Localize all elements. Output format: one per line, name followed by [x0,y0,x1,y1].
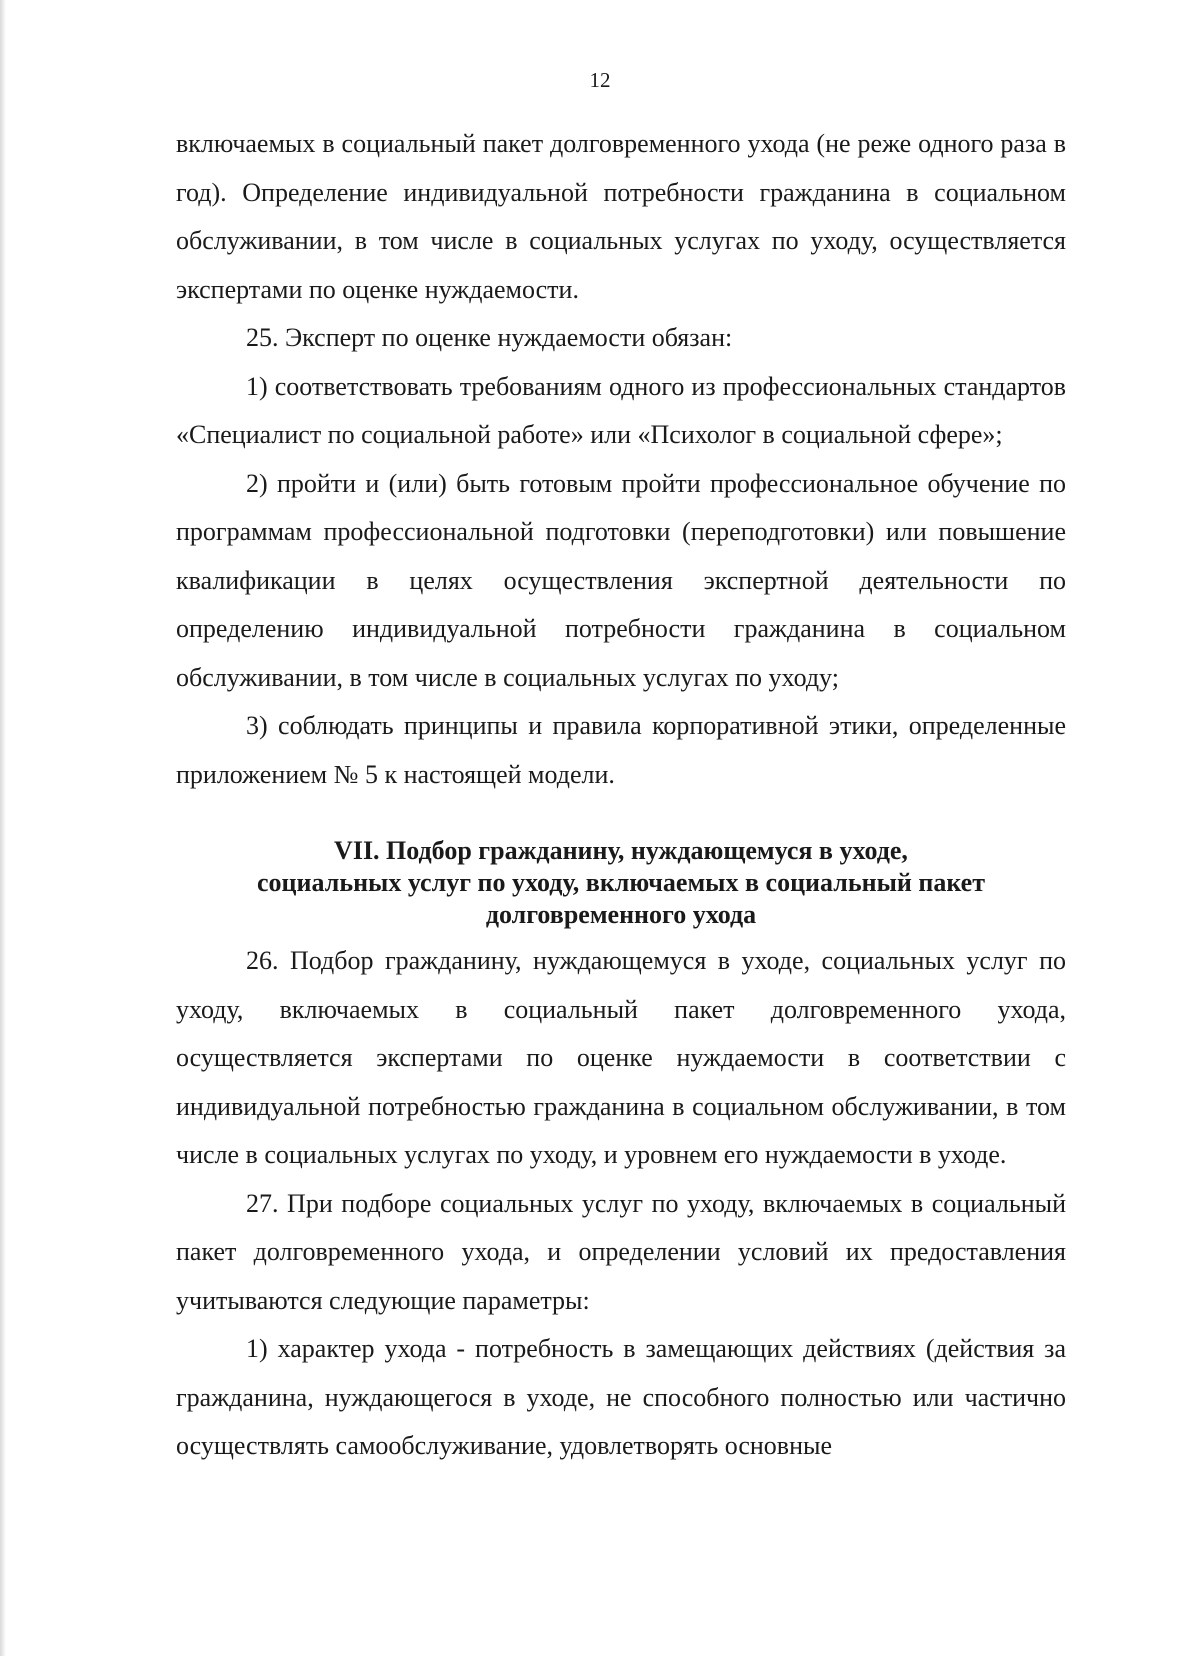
scan-edge [0,0,6,1656]
paragraph-item-25-3: 3) соблюдать принципы и правила корпоративной этики, определенные приложением № 5 к настоящей модели. [176,711,1066,789]
paragraph-continuation: включаемых в социальный пакет долговременного ухода (не реже одного раза в год). Определение индивидуальной потребности гражданина в социальном обслуживании, в том числе в социальных услугах по уходу, осуществляется экспертами по оценке нуждаемости. [176,129,1066,304]
page-number: 12 [589,68,611,92]
section-heading-line: социальных услуг по уходу, включаемых в социальный пакет [257,868,985,897]
section-heading-line: долговременного ухода [485,900,757,929]
paragraph-item-26: 26. Подбор гражданину, нуждающемуся в уходе, социальных услуг по уходу, включаемых в социальный пакет долговременного ухода, осуществляется экспертами по оценке нуждаемости в соответствии с индивидуальной потребностью гражданина в социальном обслуживании, в том числе в социальных услугах по уходу, и уровнем его нуждаемости в уходе. [176,946,1066,1169]
document-body [176,120,1066,1471]
paragraph-item-25-1: 1) соответствовать требованиям одного из профессиональных стандартов «Специалист по социальной работе» или «Психолог в социальной сфере»; [176,371,1066,449]
paragraph-item-27: 27. При подборе социальных услуг по уходу, включаемых в социальный пакет долговременного ухода, и определении условий их предоставления учитываются следующие параметры: [176,1188,1066,1315]
section-heading [176,835,1066,931]
section-heading-line: VII. Подбор гражданину, нуждающемуся в уходе, [334,836,908,865]
paragraph-item-27-1: 1) характер ухода - потребность в замещающих действиях (действия за гражданина, нуждающегося в уходе, не способного полностью или частично осуществлять самообслуживание, удовлетворять основные [176,1334,1066,1460]
paragraph-item-25-2: 2) пройти и (или) быть готовым пройти профессиональное обучение по программам профессиональной подготовки (переподготовки) или повышение квалификации в целях осуществления экспертной деятельности по определению индивидуальной потребности гражданина в социальном обслуживании, в том числе в социальных услугах по уходу; [176,468,1066,692]
paragraph-item-25: 25. Эксперт по оценке нуждаемости обязан: [246,323,733,352]
